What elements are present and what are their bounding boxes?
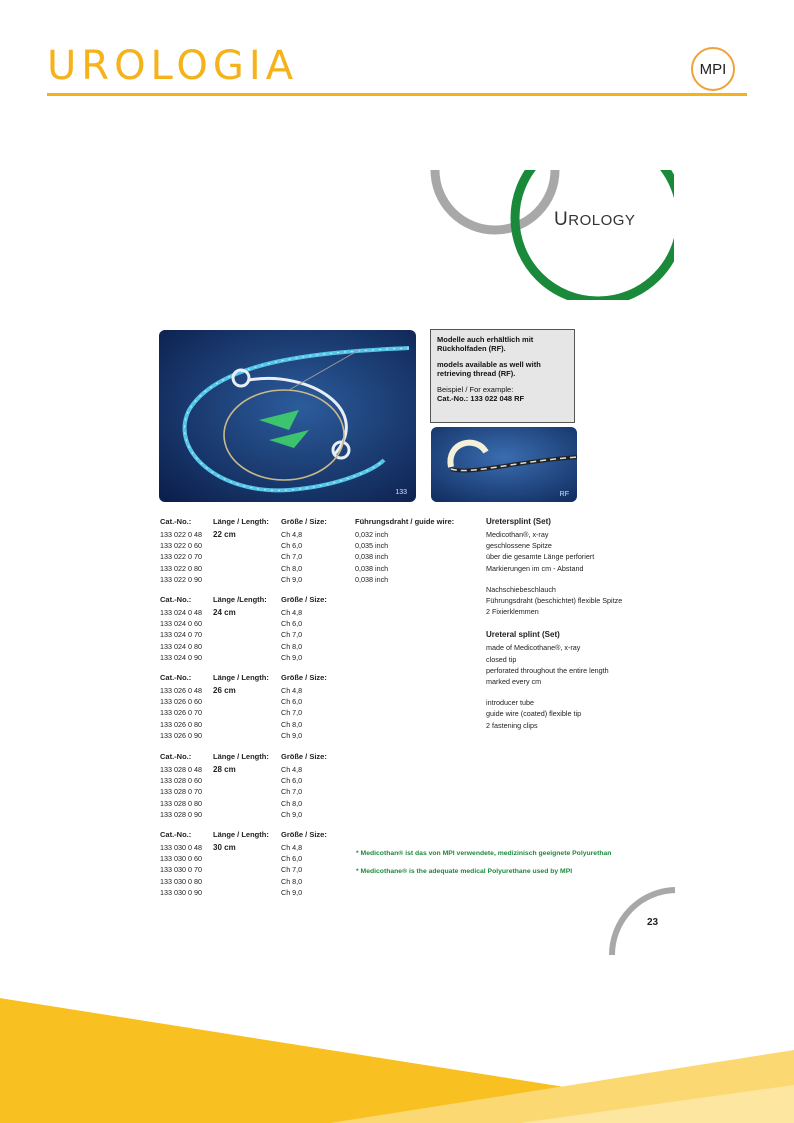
desc-line: 2 Fixierklemmen — [486, 607, 539, 617]
desc-title-en: Ureteral splint (Set) — [486, 630, 560, 640]
footnote-en: * Medicothane® is the adequate medical Polyurethane used by MPI — [356, 868, 573, 875]
availability-note — [430, 329, 575, 423]
page-number-arc — [600, 880, 680, 960]
header-divider — [47, 93, 747, 96]
note-de: Modelle auch erhältlich mit Rückholfaden (RF). — [437, 335, 534, 353]
page-number: 23 — [647, 917, 659, 928]
section-arcs-graphic — [420, 170, 674, 300]
desc-title-de: Uretersplint (Set) — [486, 517, 551, 526]
product-photo-rf — [431, 427, 577, 502]
footnotes — [356, 849, 611, 885]
green-arc — [515, 170, 674, 300]
desc-line: Nachschiebeschlauch — [486, 584, 556, 594]
photo-main-label: 133 — [395, 489, 407, 496]
desc-line: guide wire (coated) flexible tip — [486, 709, 582, 719]
desc-line: made of Medicothane®, x-ray — [486, 643, 581, 653]
desc-line: über die gesamte Länge perforiert — [486, 552, 595, 562]
logo-text: MPI — [699, 60, 727, 78]
product-photo-main — [159, 330, 416, 502]
product-description — [486, 516, 676, 731]
desc-line: marked every cm — [486, 677, 542, 687]
note-example-value: Cat.-No.: 133 022 048 RF — [437, 394, 525, 403]
desc-line: Markierungen im cm - Abstand — [486, 563, 584, 573]
grey-arc — [435, 170, 555, 230]
desc-line: closed tip — [486, 654, 517, 664]
desc-line: 2 fastening clips — [486, 720, 538, 730]
desc-line: geschlossene Spitze — [486, 541, 552, 551]
mpi-logo — [691, 47, 735, 91]
footnote-de: * Medicothan® ist das von MPI verwendete, medizinisch geeignete Polyurethan — [356, 850, 612, 857]
page-title: UROLOGIA — [47, 43, 299, 89]
desc-line: perforated throughout the entire length — [486, 665, 609, 675]
photo-rf-label: RF — [559, 491, 569, 498]
footer-decoration — [0, 990, 794, 1123]
section-title: UROLOGY — [554, 209, 636, 230]
note-example-label: Beispiel / For example: — [437, 385, 514, 394]
note-en: models available as well with retrieving thread (RF). — [437, 360, 541, 378]
desc-line: introducer tube — [486, 698, 534, 708]
desc-line: Medicothan®, x-ray — [486, 530, 549, 539]
desc-line: Führungsdraht (beschichtet) flexible Spitze — [486, 596, 623, 606]
